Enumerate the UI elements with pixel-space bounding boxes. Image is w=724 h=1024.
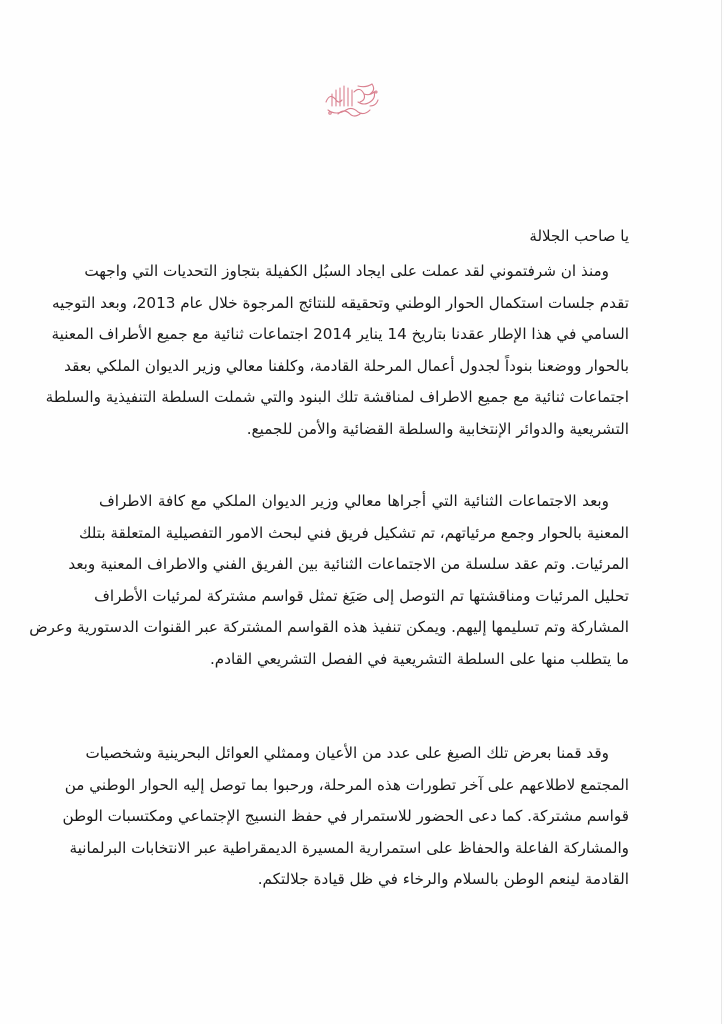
paragraph-line: المرئيات. وتم عقد سلسلة من الاجتماعات الثنائية بين الفريق الفني والاطراف المعنية وبعد (68, 555, 629, 573)
paragraph-line: اجتماعات ثنائية مع جميع الاطراف لمناقشة تلك البنود والتي شملت السلطة التنفيذية والسلطة (45, 388, 629, 406)
scan-edge (721, 0, 722, 1024)
paragraph-line: المشاركة وتم تسليمها إليهم. ويمكن تنفيذ هذه القواسم المشتركة عبر القنوات الدستورية وعرض (29, 618, 629, 636)
paragraph-line: السامي في هذا الإطار عقدنا بتاريخ 14 يناير 2014 اجتماعات ثنائية مع جميع الأطراف المعنية (51, 325, 629, 343)
paragraph-line: وبعد الاجتماعات الثنائية التي أجراها معالي وزير الديوان الملكي مع كافة الاطراف (99, 492, 609, 510)
paragraph-line: وقد قمنا بعرض تلك الصيغ على عدد من الأعيان وممثلي العوائل البحرينية وشخصيات (85, 744, 609, 762)
paragraph-line: المجتمع لاطلاعهم على آخر تطورات هذه المرحلة، ورحبوا بما توصل إليه الحوار الوطني من (64, 775, 629, 794)
paragraph-line: قواسم مشتركة. كما دعى الحضور للاستمرار في حفظ النسيج الإجتماعي ومكتسبات الوطن (62, 807, 629, 825)
paragraph-line: تقدم جلسات استكمال الحوار الوطني وتحقيقه للنتائج المرجوة خلال عام 2013، وبعد التوجيه (51, 293, 629, 312)
paragraph-line: بالحوار ووضعنا بنوداً لجدول أعمال المرحلة القادمة، وكلفنا معالي وزير الديوان الملكي بعقد (64, 356, 629, 375)
paragraph-line: المعنية بالحوار وجمع مرئياتهم، تم تشكيل فريق فني لبحث الامور التفصيلية المتعلقة بتلك (78, 523, 629, 542)
paragraph-line: التشريعية والدوائر الإنتخابية والسلطة القضائية والأمن للجميع. (246, 419, 629, 438)
paragraph-line: ما يتطلب منها على السلطة التشريعية في الفصل التشريعي القادم. (209, 649, 629, 668)
paragraph-line: تحليل المرئيات ومناقشتها تم التوصل إلى صَيَغ تمثل قواسم مشتركة لمرئيات الأطراف (94, 586, 629, 605)
paragraph-line: القادمة لينعم الوطن بالسلام والرخاء في ظل قيادة جلالتكم. (257, 870, 629, 888)
paragraph-line: ومنذ ان شرفتموني لقد عملت على ايجاد السبُل الكفيلة بتجاوز التحديات التي واجهت (84, 262, 609, 280)
paragraph-1 (45, 256, 629, 445)
paragraph-line: والمشاركة الفاعلة والحفاظ على استمرارية المسيرة الديمقراطية عبر الانتخابات البرلمانية (69, 838, 629, 857)
paragraph-3 (62, 738, 629, 896)
paragraph-2 (29, 486, 629, 675)
royal-calligraphy-emblem-icon (318, 80, 388, 120)
salutation: يا صاحب الجلالة (529, 227, 629, 245)
